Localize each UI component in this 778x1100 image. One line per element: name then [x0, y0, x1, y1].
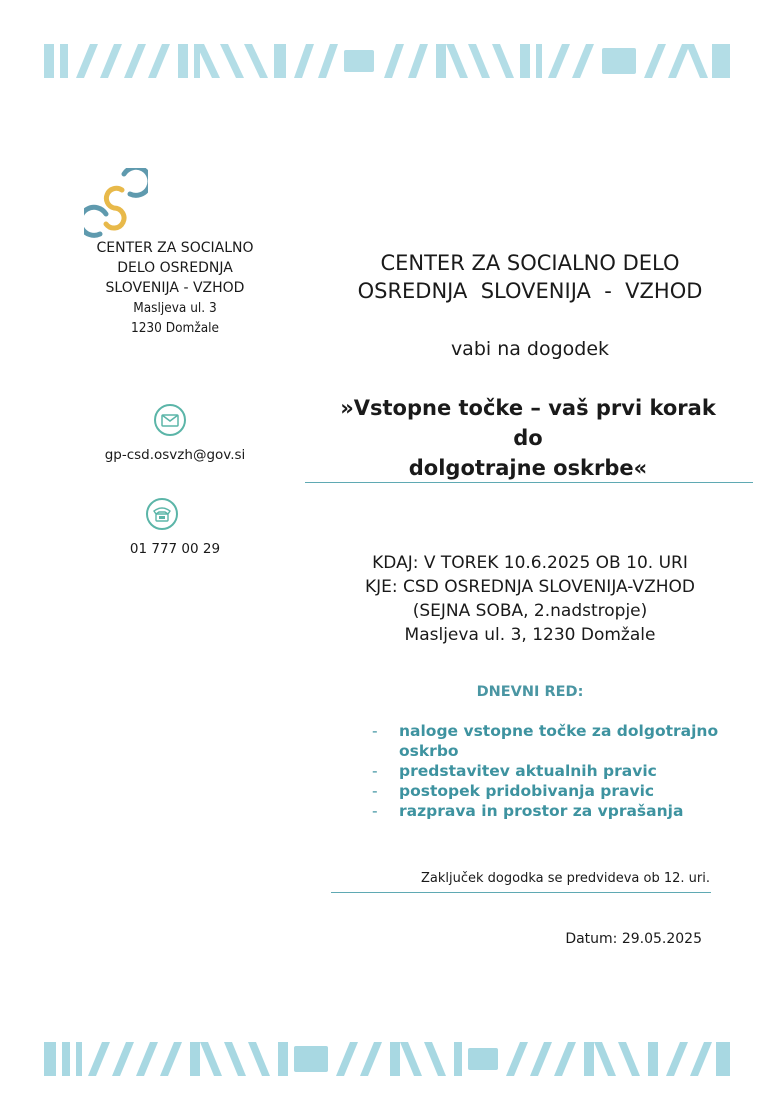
room-line: (SEJNA SOBA, 2.nadstropje) [412, 601, 648, 621]
left-org-line2: DELO OSREDNJA [117, 260, 233, 276]
left-address-line1: Masljeva ul. 3 [133, 300, 217, 316]
left-org-line1: CENTER ZA SOCIALNO [96, 240, 254, 256]
phone-number[interactable]: 01 777 00 29 [129, 541, 221, 557]
decorative-bottom-band [44, 1042, 730, 1076]
venue-address-line: Masljeva ul. 3, 1230 Domžale [404, 625, 656, 645]
csd-logo [84, 168, 148, 238]
right-org-line1: CENTER ZA SOCIALNO DELO [380, 251, 680, 275]
bullet-dash: - [372, 782, 378, 800]
bullet-dash: - [372, 722, 378, 740]
bullet-dash: - [372, 802, 378, 820]
agenda-item: - razprava in prostor za vprašanja [372, 802, 684, 820]
telephone-icon [146, 498, 178, 530]
event-title-line1: »Vstopne točke – vaš prvi korak do [340, 396, 716, 450]
event-details [340, 551, 720, 647]
event-title-line2: dolgotrajne oskrbe« [408, 456, 648, 480]
divider-line-bottom [331, 892, 711, 893]
agenda-item: - postopek pridobivanja pravic [372, 782, 655, 800]
bullet-dash: - [372, 762, 378, 780]
agenda-item: - predstavitev aktualnih pravic [372, 762, 657, 780]
right-org-line2: OSREDNJA SLOVENIJA - VZHOD [357, 279, 703, 303]
right-organization-heading [305, 249, 755, 305]
left-org-line3: SLOVENIJA - VZHOD [105, 280, 245, 296]
agenda-item: - naloge vstopne točke za dolgotrajno oskrbo [372, 722, 719, 760]
envelope-icon [154, 404, 186, 436]
divider-line [305, 482, 753, 483]
where-line: KJE: CSD OSREDNJA SLOVENIJA-VZHOD [365, 577, 695, 597]
agenda-title: DNEVNI RED: [476, 684, 584, 700]
decorative-top-band [44, 44, 730, 78]
when-line: KDAJ: V TOREK 10.6.2025 OB 10. URI [372, 553, 688, 573]
event-title [328, 393, 728, 483]
left-address-line2: 1230 Domžale [130, 320, 220, 336]
email-address[interactable]: gp-csd.osvzh@gov.si [104, 447, 246, 463]
left-organization-block [60, 238, 290, 338]
closing-note: Zaključek dogodka se predvideva ob 12. uri. [420, 871, 710, 886]
invite-text: vabi na dogodek [450, 338, 610, 360]
document-date: Datum: 29.05.2025 [565, 931, 702, 947]
agenda-list [372, 721, 732, 821]
